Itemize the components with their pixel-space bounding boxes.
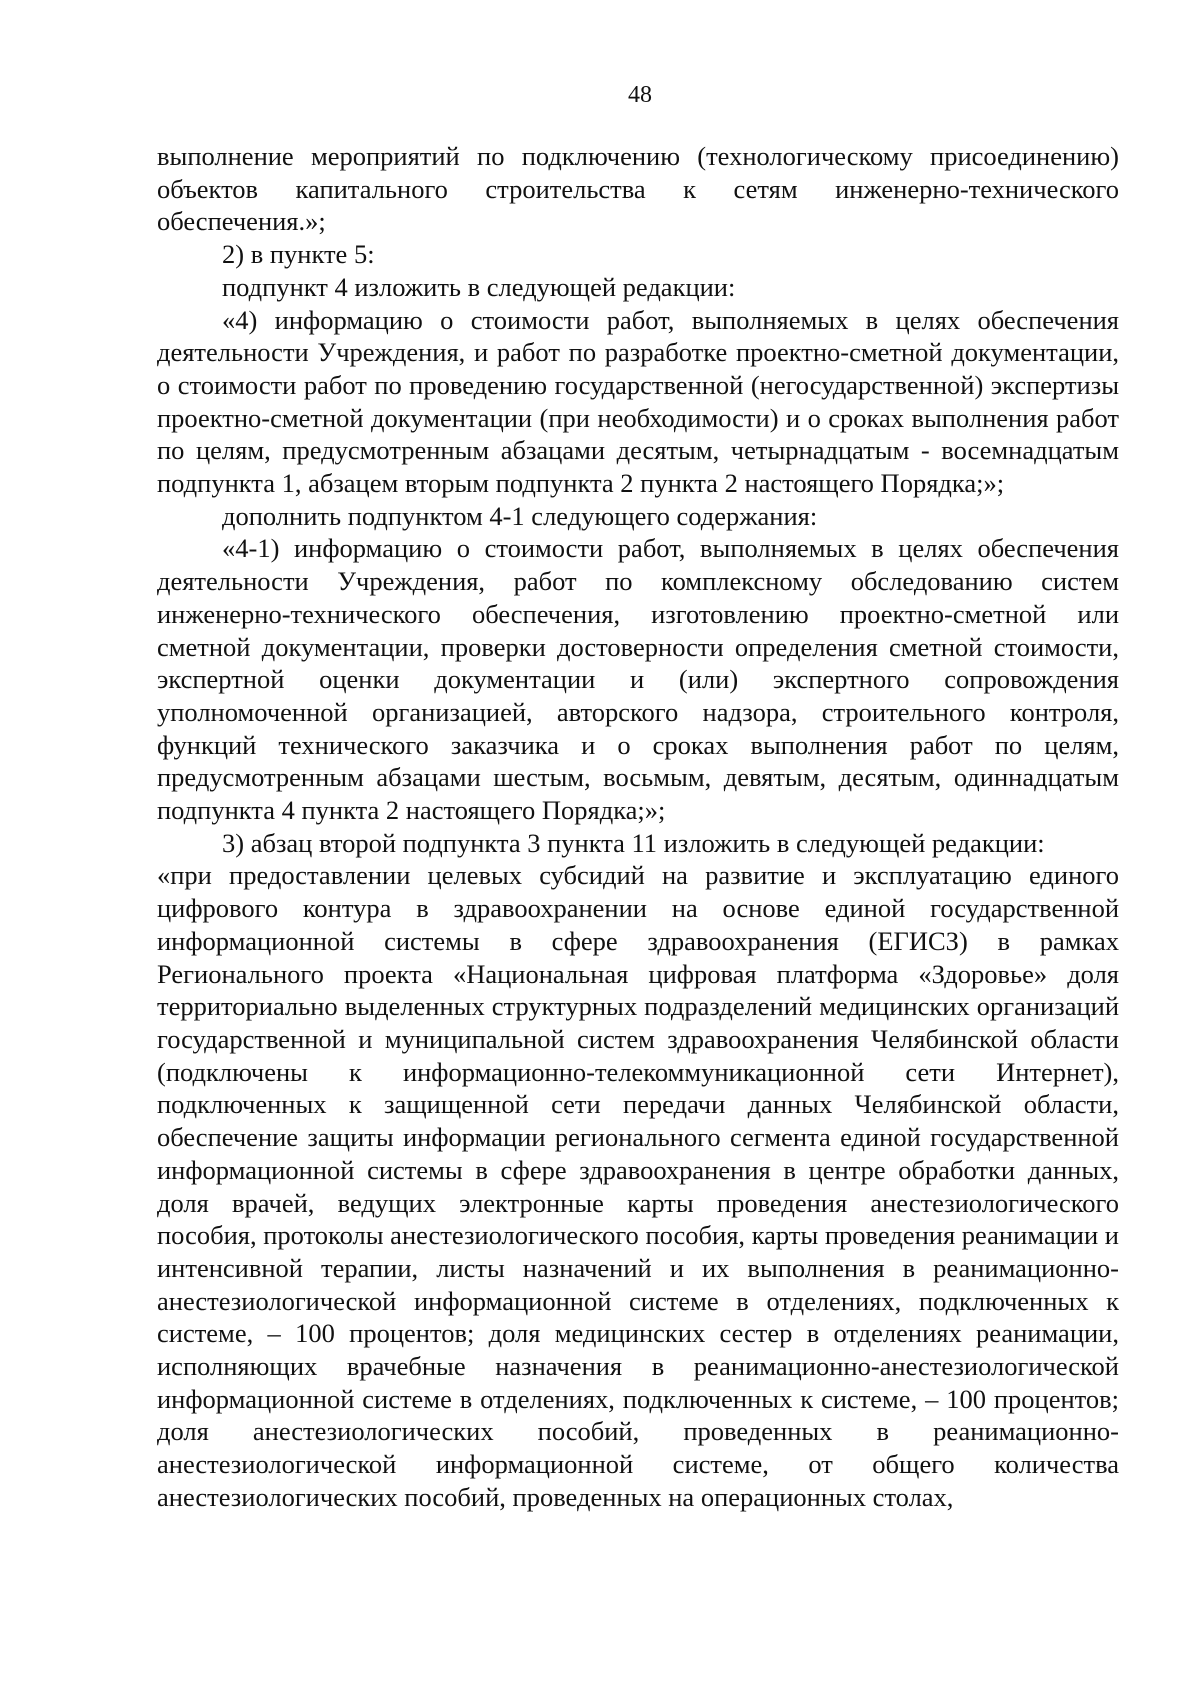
- document-body: [157, 140, 1119, 1514]
- page-number: 48: [628, 82, 652, 108]
- paragraph: 3) абзац второй подпункта 3 пункта 11 изложить в следующей редакции:: [222, 827, 1045, 858]
- paragraph: «4-1) информацию о стоимости работ, выполняемых в целях обеспечения деятельности Учреждения, работ по комплексному обследованию систем инженерно-технического обеспечения, изготовлению проектно-сметной или сметной документации, проверки достоверности определения сметной стоимости, экспертной оценки документации и (или) экспертного сопровождения уполномоченной организацией, авторского надзора, строительного контроля, функций технического заказчика и о сроках выполнения работ по целям, предусмотренным абзацами шестым, восьмым, девятым, десятым, одиннадцатым подпункта 4 пункта 2 настоящего Порядка;»;: [157, 533, 1119, 826]
- paragraph: выполнение мероприятий по подключению (технологическому присоединению) объектов капитального строительства к сетям инженерно-технического обеспечения.»;: [157, 141, 1119, 237]
- paragraph: подпункт 4 изложить в следующей редакции:: [222, 271, 736, 302]
- paragraph: «4) информацию о стоимости работ, выполняемых в целях обеспечения деятельности Учреждения, и работ по разработке проектно-сметной документации, о стоимости работ по проведению государственной (негосударственной) экспертизы проектно-сметной документации (при необходимости) и о сроках выполнения работ по целям, предусмотренным абзацами десятым, четырнадцатым - восемнадцатым подпункта 1, абзацем вторым подпункта 2 пункта 2 настоящего Порядка;»;: [157, 304, 1119, 499]
- paragraph: дополнить подпунктом 4-1 следующего содержания:: [222, 500, 818, 531]
- paragraph: 2) в пункте 5:: [222, 239, 375, 270]
- paragraph: «при предоставлении целевых субсидий на развитие и эксплуатацию единого цифрового контура в здравоохранении на основе единой государственной информационной системы в сфере здравоохранения (ЕГИСЗ) в рамках Регионального проекта «Национальная цифровая платформа «Здоровье» доля территориально выделенных структурных подразделений медицинских организаций государственной и муниципальной систем здравоохранения Челябинской области (подключены к информационно-телекоммуникационной сети Интернет), подключенных к защищенной сети передачи данных Челябинской области, обеспечение защиты информации регионального сегмента единой государственной информационной системы в сфере здравоохранения в центре обработки данных, доля врачей, ведущих электронные карты проведения анестезиологического пособия, протоколы анестезиологического пособия, карты проведения реанимации и интенсивной терапии, листы назначений и их выполнения в реанимационно-анестезиологической информационной системе в отделениях, подключенных к системе, – 100 процентов; доля медицинских сестер в отделениях реанимации, исполняющих врачебные назначения в реанимационно-анестезиологической информационной системе в отделениях, подключенных к системе, – 100 процентов; доля анестезиологических пособий, проведенных в реанимационно-анестезиологической информационной системе, от общего количества анестезиологических пособий, проведенных на операционных столах,: [157, 860, 1119, 1512]
